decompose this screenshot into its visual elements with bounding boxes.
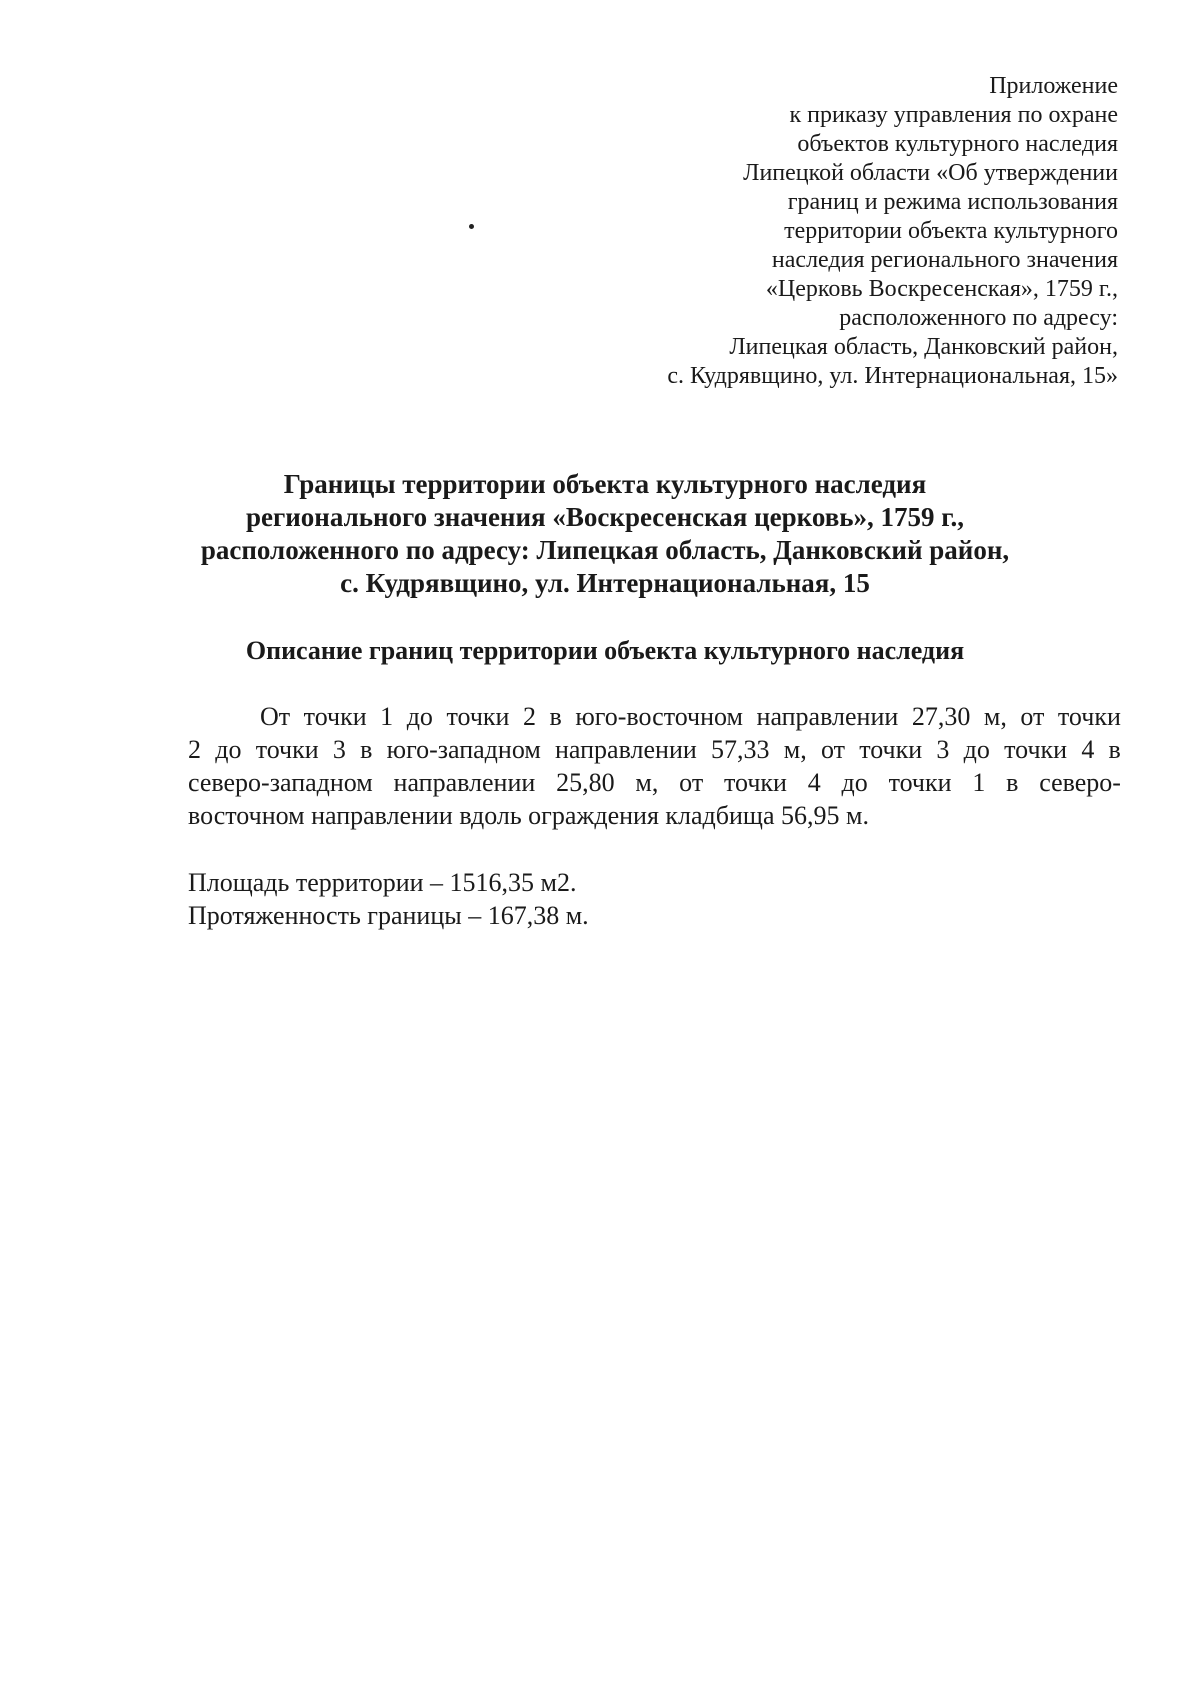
- boundary-description: [188, 700, 1121, 832]
- description-word: северо-западном: [188, 768, 373, 797]
- description-word: 27,30: [911, 702, 971, 731]
- description-word: 4: [807, 768, 821, 797]
- description-word: точки: [723, 768, 787, 797]
- appendix-line: расположенного по адресу:: [839, 305, 1118, 331]
- description-word: 25,80: [556, 768, 615, 797]
- description-word: в: [1006, 768, 1019, 797]
- title-line: с. Кудрявщино, ул. Интернациональная, 15: [340, 568, 870, 598]
- description-line: [188, 766, 1121, 799]
- description-word: юго-западном: [386, 735, 541, 764]
- description-word: м,: [983, 702, 1007, 731]
- section-heading: Описание границ территории объекта культурного наследия: [245, 636, 965, 665]
- description-line: восточном направлении вдоль ограждения кладбища 56,95 м.: [188, 801, 869, 830]
- description-word: 2: [522, 702, 536, 731]
- appendix-line: границ и режима использования: [787, 189, 1118, 215]
- description-word: направлении: [555, 735, 697, 764]
- description-word: точки: [255, 735, 319, 764]
- appendix-line: Приложение: [989, 73, 1118, 99]
- description-word: северо-: [1039, 768, 1121, 797]
- description-word: до: [406, 702, 433, 731]
- appendix-line: территории объекта культурного: [784, 218, 1118, 244]
- description-word: 3: [936, 735, 950, 764]
- description-word: 3: [332, 735, 346, 764]
- appendix-line: «Церковь Воскресенская», 1759 г.,: [765, 276, 1118, 302]
- description-word: от: [820, 735, 845, 764]
- description-word: в: [1108, 735, 1121, 764]
- document-title: [120, 468, 1090, 600]
- description-word: 4: [1081, 735, 1095, 764]
- description-word: точки: [1057, 702, 1121, 731]
- appendix-header: [558, 72, 1118, 391]
- description-word: м,: [635, 768, 659, 797]
- description-line: [188, 700, 1121, 733]
- description-word: от: [679, 768, 704, 797]
- description-word: точки: [303, 702, 367, 731]
- area-value: Площадь территории – 1516,35 м2.: [188, 868, 577, 897]
- description-word: 1: [380, 702, 394, 731]
- appendix-line: Липецкая область, Данковский район,: [729, 334, 1118, 360]
- appendix-line: объектов культурного наследия: [797, 131, 1118, 157]
- territory-stats: [188, 866, 589, 932]
- description-word: м,: [783, 735, 807, 764]
- appendix-line: с. Кудрявщино, ул. Интернациональная, 15»: [667, 363, 1118, 389]
- description-word: до: [963, 735, 990, 764]
- description-line: [188, 733, 1121, 766]
- description-word: точки: [888, 768, 952, 797]
- description-word: точки: [1004, 735, 1068, 764]
- appendix-line: наследия регионального значения: [771, 247, 1118, 273]
- description-word: до: [215, 735, 242, 764]
- description-word: от: [1020, 702, 1045, 731]
- description-word: 1: [972, 768, 986, 797]
- description-word: в: [549, 702, 562, 731]
- description-word: точки: [859, 735, 923, 764]
- description-word: направлении: [756, 702, 899, 731]
- appendix-line: Липецкой области «Об утверждении: [743, 160, 1118, 186]
- boundary-length-value: Протяженность границы – 167,38 м.: [188, 901, 589, 930]
- title-line: регионального значения «Воскресенская церковь», 1759 г.,: [245, 502, 965, 532]
- description-word: до: [841, 768, 868, 797]
- scan-speck: [469, 224, 474, 229]
- description-word: юго-восточном: [575, 702, 743, 731]
- description-word: 2: [188, 735, 201, 764]
- title-line: Границы территории объекта культурного наследия: [283, 469, 927, 499]
- description-word: в: [360, 735, 373, 764]
- title-line: расположенного по адресу: Липецкая область, Данковский район,: [200, 535, 1010, 565]
- appendix-line: к приказу управления по охране: [789, 102, 1118, 128]
- description-word: направлении: [393, 768, 536, 797]
- description-word: От: [260, 702, 291, 731]
- description-word: 57,33: [711, 735, 770, 764]
- description-word: точки: [446, 702, 510, 731]
